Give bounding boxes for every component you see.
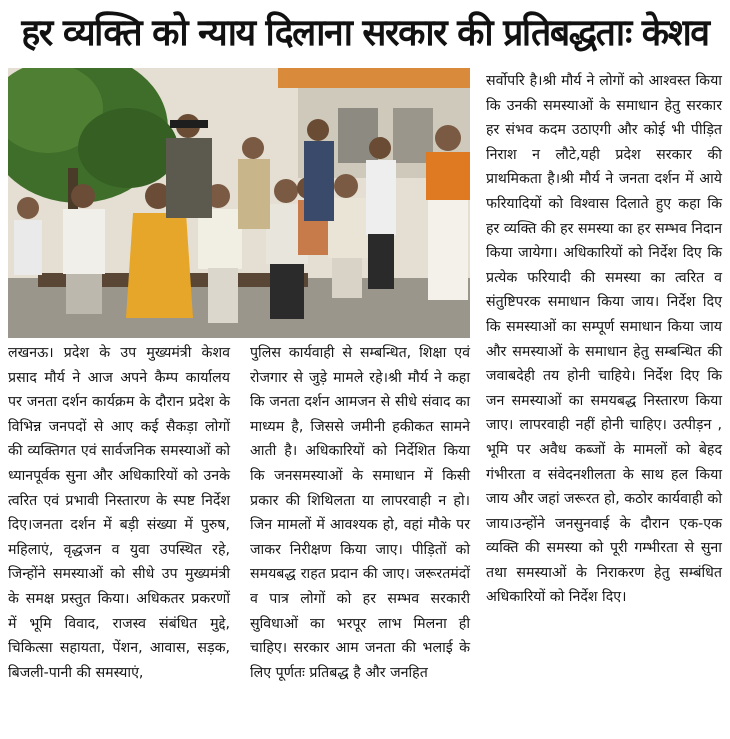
article-column-3: सर्वोपरि है।श्री मौर्य ने लोगों को आश्वस्त किया कि उनकी समस्याओं के समाधान हेतु सरकार हर संभव कदम उठाएगी और कोई भी पीड़ित निराश न लौटे,यही प्रदेश सरकार की प्राथमिकता है।श्री मौर्य ने जनता दर्शन में आये फरियादियों को विश्वास दिलाते हुए कहा कि हर व्यक्ति की हर समस्या का हर सम्भव निदान किया जायेगा। अधिकारियों को निर्देश दिए कि प्रत्येक फरियादी की समस्या का त्वरित व संतुष्टिपरक समाधान किया जाय। निर्देश दिए कि समस्याओं का सम्पूर्ण समाधान किया जाय और समस्याओं के समाधान हेतु सम्बन्धित की जवाबदेही तय होनी चाहिये। निर्देश दिए कि जन समस्याओं का समयबद्ध निस्तारण किया जाए। लापरवाही नहीं होनी चाहिए। उत्पीड़न , भूमि पर अवैध कब्जों के मामलों को बेहद गंभीरता व संवेदनशीलता के साथ हल किया जाय और जहां जरूरत हो, कठोर कार्यवाही को जाय।उन्होंने जनसुनवाई के दौरान एक-एक व्यक्ति की समस्या को पूरी गम्भीरता से सुना तथा समस्याओं के निराकरण हेतु सम्बंधित अधिकारियों को निर्देश दिए।: [486, 73, 722, 606]
news-photo: [8, 68, 470, 338]
headline: हर व्यक्ति को न्याय दिलाना सरकार की प्रतिबद्धताः केशव: [21, 11, 709, 54]
photo-illustration: [8, 68, 470, 338]
article-column-2: पुलिस कार्यवाही से सम्बन्धित, शिक्षा एवं रोजगार से जुड़े मामले रहे।श्री मौर्य ने कहा कि जनता दर्शन आमजन से सीधे संवाद का माध्यम है, जिससे जमीनी हकीकत सामने आती है। अधिकारियों को निर्देशित किया कि जनसमस्याओं के समाधान में किसी प्रकार की शिथिलता या लापरवाही न हो। जिन मामलों में आवश्यक हो, वहां मौके पर जाकर निरीक्षण किया जाए। पीड़ितों को समयबद्ध राहत प्रदान की जाए। जरूरतमंदों व पात्र लोगों को हर सम्भव सरकारी सुविधाओं का भरपूर लाभ मिलना ही चाहिए। सरकार आम जनता की भलाई के लिए पूर्णतः प्रतिबद्ध है और जनहित: [250, 345, 470, 681]
article-column-1: लखनऊ। प्रदेश के उप मुख्यमंत्री केशव प्रसाद मौर्य ने आज अपने कैम्प कार्यालय पर जनता दर्शन कार्यक्रम के दौरान प्रदेश के विभिन्न जनपदों से आए कई सैकड़ा लोगों की व्यक्तिगत एवं सार्वजनिक समस्याओं को ध्यानपूर्वक सुना और अधिकारियों को उनके त्वरित एवं प्रभावी निस्तारण के स्पष्ट निर्देश दिए।जनता दर्शन में बड़ी संख्या में पुरुष, महिलाएं, वृद्धजन व युवा उपस्थित रहे, जिन्होंने समस्याओं को सीधे उप मुख्यमंत्री के समक्ष प्रस्तुत किया। अधिकतर प्रकरणों में भूमि विवाद, राजस्व संबंधित मुद्दे, चिकित्सा सहायता, पेंशन, आवास, सड़क, बिजली-पानी की समस्याएं,: [8, 345, 230, 681]
